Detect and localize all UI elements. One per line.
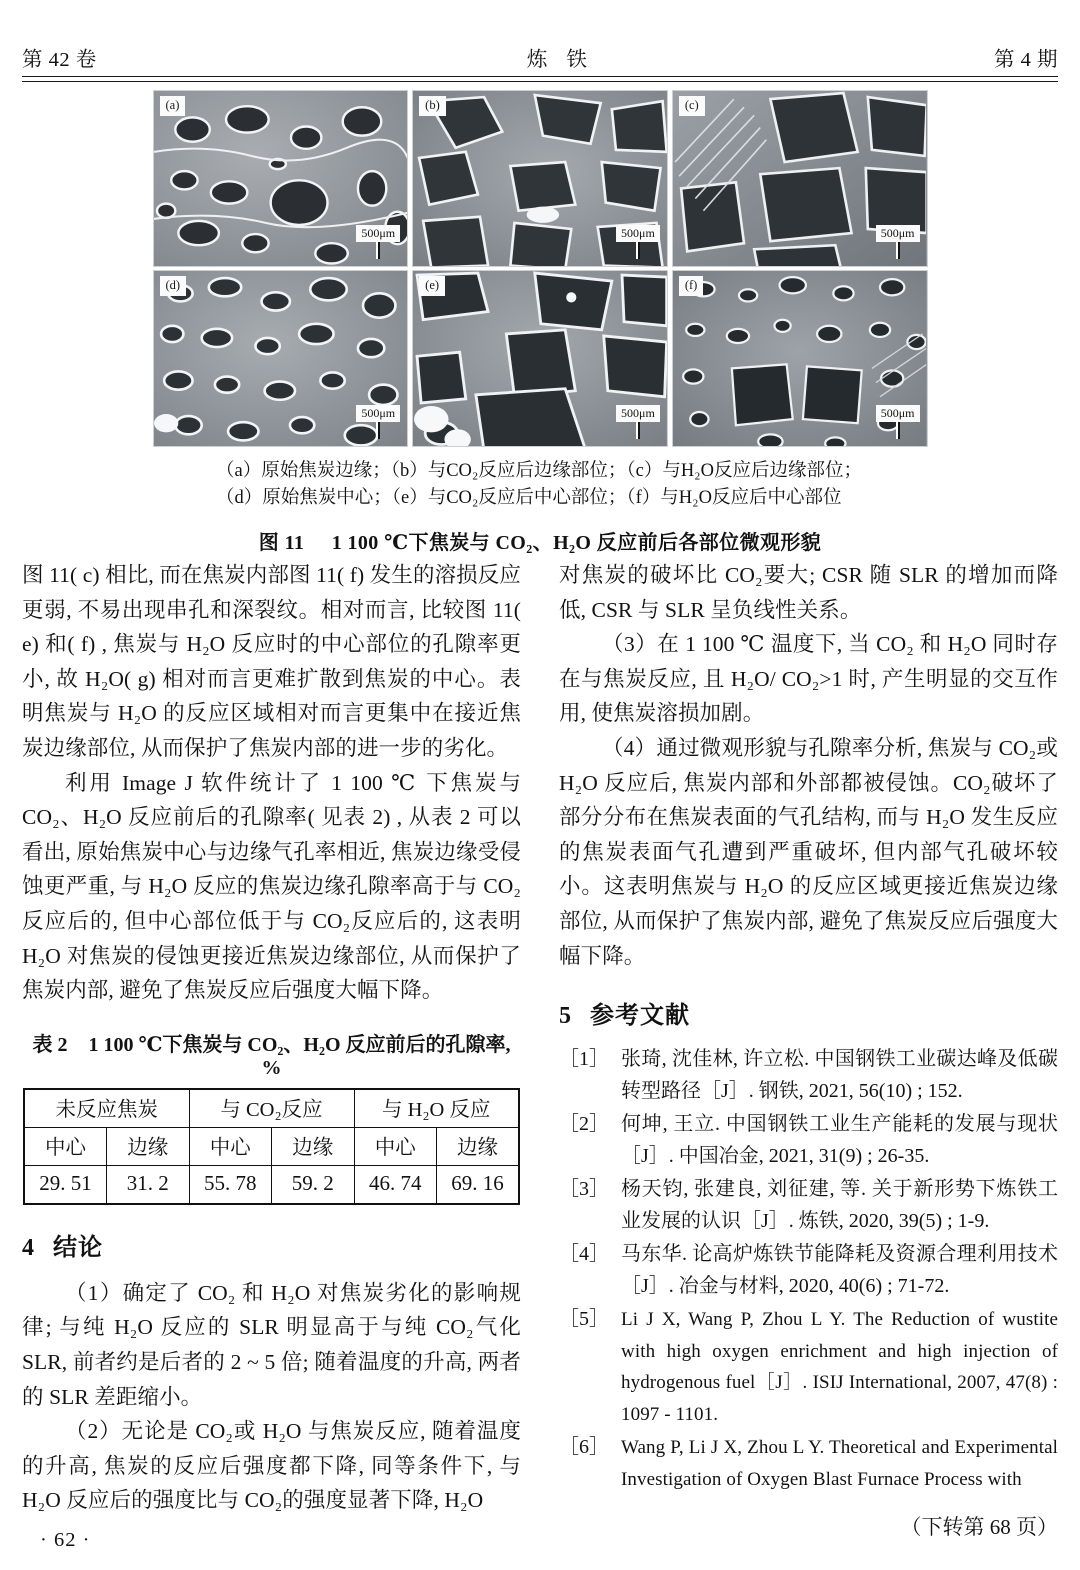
sem-panel-b [412,90,668,267]
scale-bar-d [356,405,400,440]
table-group-header-unreacted: 未反应焦炭 [24,1089,189,1128]
reference-item [559,1109,1058,1172]
header-double-rule [22,76,1058,82]
left-column [22,558,521,1541]
reference-item [559,1044,1058,1107]
section-4-title: 结论 [53,1234,103,1261]
scale-bar-label-a: 500μm [356,225,400,242]
conclusion-item-1: （1）确定了 CO₂ 和 H₂O 对焦炭劣化的影响规律; 与纯 H₂O 反应的 SLR 明显高于与纯 CO₂气化 SLR, 前者约是后者的 2 ~ 5 倍; 随着温度的升高, 两者的 SLR 差距缩小。 [22,1280,521,1409]
table-2-porosity [23,1088,520,1205]
scale-bar-label-d: 500μm [356,405,400,422]
table-2-title [22,1028,521,1080]
sem-image-grid [153,90,928,447]
scale-bar-label-c: 500μm [876,225,920,242]
running-head-volume: 第 42 卷 [22,49,97,71]
scale-bar-e [616,405,660,440]
table-sub-header-4: 中心 [354,1127,437,1165]
figure-caption-number: 图 11 [258,531,305,554]
sem-panel-c [672,90,928,267]
reference-tag-5: ［5］ [559,1308,609,1331]
reference-tag-2: ［2］ [559,1113,609,1136]
sem-panel-f [672,270,928,447]
table-group-header-h2o: 与 H₂O 反应 [354,1089,519,1128]
table-sub-header-5: 边缘 [437,1127,520,1165]
scale-bar-line-f [896,422,900,439]
running-head [22,38,1058,72]
reference-item [559,1304,1058,1430]
figure-sublabel-line-1: （a）原始焦炭边缘；（b）与CO₂反应后边缘部位；（c）与H₂O反应后边缘部位； [216,461,862,481]
scale-bar-line-c [896,242,900,259]
page-number: · 62 · [40,1529,91,1551]
table-cell-value-1: 31. 2 [107,1165,190,1204]
section-heading-references [559,995,1058,1030]
panel-label-f: (f) [679,276,704,296]
reference-item [559,1239,1058,1302]
panel-label-d: (d) [160,276,187,296]
table-row-group-headers [24,1089,519,1128]
sem-panel-a [153,90,409,267]
reference-text-1: 张琦, 沈佳林, 许立松. 中国钢铁工业碳达峰及低碳转型路径［J］. 钢铁, 2021, 56(10) ; 152. [621,1048,1058,1102]
conclusion-item-3: （3）在 1 100 ℃ 温度下, 当 CO₂ 和 H₂O 同时存在与焦炭反应, 且 H₂O/ CO₂>1 时, 产生明显的交互作用, 使焦炭溶损加剧。 [559,632,1058,726]
figure-sublabel-line-2: （d）原始焦炭中心；（e）与CO₂反应后中心部位；（f）与H₂O反应后中心部位 [216,487,842,508]
sem-panel-d [153,270,409,447]
table-2-title-text: 1 100 ℃下焦炭与 CO₂、H₂O 反应前后的孔隙率, % [88,1033,511,1079]
figure-caption-text: 1 100 ℃下焦炭与 CO₂、H₂O 反应前后各部位微观形貌 [331,531,822,554]
scale-bar-line-e [636,422,640,439]
section-heading-conclusions [22,1227,521,1262]
scale-bar-line-b [636,242,640,259]
table-cell-value-0: 29. 51 [24,1165,107,1204]
scale-bar-f [876,405,920,440]
reference-tag-4: ［4］ [559,1243,609,1266]
figure-11 [0,90,1080,555]
reference-text-3: 杨天钧, 张建良, 刘征建, 等. 关于新形势下炼铁工业发展的认识［J］. 炼铁, 2020, 39(5) ; 1-9. [621,1178,1058,1232]
table-row [24,1165,519,1204]
body-columns [22,558,1058,1541]
conclusion-item-4: （4）通过微观形貌与孔隙率分析, 焦炭与 CO₂或 H₂O 反应后, 焦炭内部和外部都被侵蚀。CO₂破坏了部分分布在焦炭表面的气孔结构, 而与 H₂O 发生反应的焦炭表面气孔遭到严重破坏, 但内部气孔破坏较小。这表明焦炭与 H₂O 的反应区域更接近焦炭边缘部位, 从而保护了焦炭内部, 避免了焦炭反应后强度大幅下降。 [559,735,1058,968]
table-cell-value-4: 46. 74 [354,1165,437,1204]
section-5-title: 参考文献 [590,1003,690,1030]
paragraph-imagej: 利用 Image J 软件统计了 1 100 ℃ 下焦炭与 CO₂、H₂O 反应前后的孔隙率( 见表 2) , 从表 2 可以看出, 原始焦炭中心与边缘气孔率相近, 焦炭边缘受侵蚀更严重, 与 H₂O 反应的焦炭边缘孔隙率高于与 CO₂反应后的, 但中心部位低于与 CO₂反应后的, 这表明 H₂O 对焦炭的侵蚀更接近焦炭边缘部位, 从而保护了焦炭内部, 避免了焦炭反应后强度大幅下降。 [22,770,521,1003]
reference-item [559,1174,1058,1237]
reference-tag-1: ［1］ [559,1048,609,1071]
reference-text-2: 何坤, 王立. 中国钢铁工业生产能耗的发展与现状［J］. 中国冶金, 2021, 31(9) ; 26-35. [621,1113,1058,1167]
section-4-number: 4 [22,1234,35,1261]
reference-text-6: Wang P, Li J X, Zhou L Y. Theoretical and Experimental Investigation of Oxygen Blast Furnace Process with [621,1437,1058,1490]
scale-bar-label-b: 500μm [616,225,660,242]
scale-bar-c [876,225,920,260]
scale-bar-line-d [376,422,380,439]
table-sub-header-0: 中心 [24,1127,107,1165]
running-head-issue: 第 4 期 [994,49,1058,71]
right-column [559,558,1058,1541]
table-cell-value-3: 59. 2 [272,1165,355,1204]
table-2-number: 表 2 [32,1033,68,1056]
reference-item [559,1432,1058,1495]
table-sub-header-1: 边缘 [107,1127,190,1165]
paragraph-continuation: 图 11( c) 相比, 而在焦炭内部图 11( f) 发生的溶损反应更弱, 不易出现串孔和深裂纹。相对而言, 比较图 11( e) 和( f) , 焦炭与 H₂O 反应时的中心部位的孔隙率更小, 故 H₂O( g) 相对而言更难扩散到焦炭的中心。表明焦炭与 H₂O 的反应区域相对而言更集中在接近焦炭边缘部位, 从而保护了焦炭内部的进一步的劣化。 [22,563,521,760]
panel-label-a: (a) [160,96,186,116]
figure-sublabels [140,458,940,512]
scale-bar-b [616,225,660,260]
running-head-journal: 炼 铁 [526,49,594,71]
table-row-sub-headers [24,1127,519,1165]
scale-bar-label-f: 500μm [876,405,920,422]
reference-tag-3: ［3］ [559,1178,609,1201]
reference-tag-6: ［6］ [559,1436,609,1459]
panel-label-e: (e) [419,276,445,296]
reference-text-5: Li J X, Wang P, Zhou L Y. The Reduction of wustite with high oxygen enrichment and high injection of hydrogenous fuel［J］. ISIJ International, 2007, 47(8) : 1097 - 1101. [621,1309,1058,1425]
scale-bar-line-a [376,242,380,259]
panel-label-b: (b) [419,96,446,116]
panel-label-c: (c) [679,96,705,116]
scale-bar-a [356,225,400,260]
conclusion-item-2-right: 对焦炭的破坏比 CO₂要大; CSR 随 SLR 的增加而降低, CSR 与 SLR 呈负线性关系。 [559,563,1058,622]
table-sub-header-2: 中心 [189,1127,272,1165]
table-sub-header-3: 边缘 [272,1127,355,1165]
sem-panel-e [412,270,668,447]
conclusion-item-2-left: （2）无论是 CO₂或 H₂O 与焦炭反应, 随着温度的升高, 焦炭的反应后强度都下降, 同等条件下, 与 H₂O 反应后的强度比与 CO₂的强度显著下降, H₂O [22,1419,521,1513]
table-cell-value-5: 69. 16 [437,1165,520,1204]
section-5-number: 5 [559,1003,572,1030]
table-group-header-co2: 与 CO₂反应 [189,1089,354,1128]
table-cell-value-2: 55. 78 [189,1165,272,1204]
continued-on-page-note: （下转第 68 页） [900,1515,1058,1540]
reference-text-4: 马东华. 论高炉炼铁节能降耗及资源合理利用技术［J］. 冶金与材料, 2020, 40(6) ; 71-72. [621,1243,1058,1297]
figure-caption [0,526,1080,555]
scale-bar-label-e: 500μm [616,405,660,422]
